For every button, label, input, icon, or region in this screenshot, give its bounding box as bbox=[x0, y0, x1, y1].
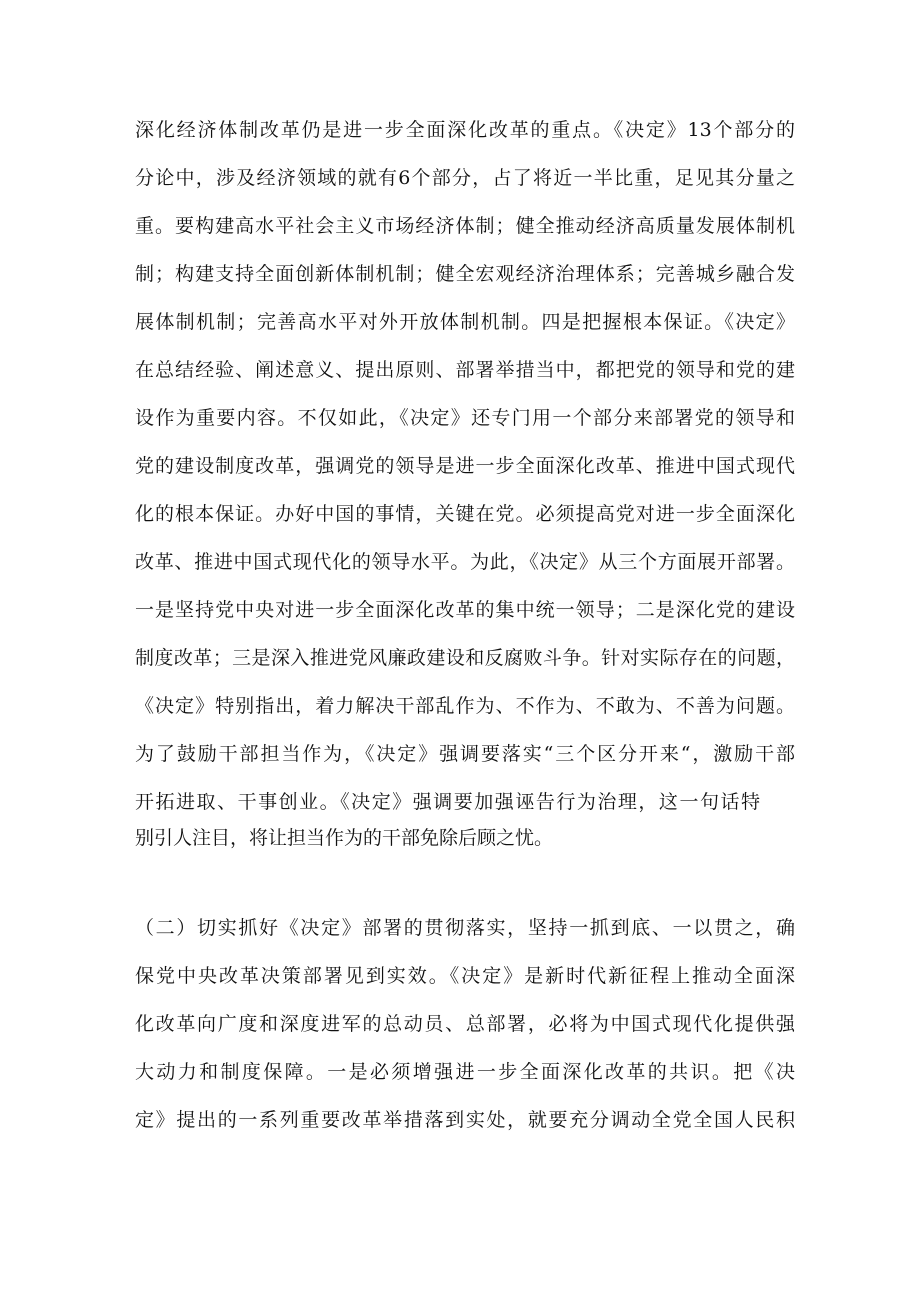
paragraph-2-line-1: （二）切实抓好《决定》部署的贯彻落实，坚持一抓到底、一以贯之，确 bbox=[135, 917, 795, 939]
paragraph-2-line-4: 大动力和制度保障。一是必须增强进一步全面深化改革的共识。把《决 bbox=[135, 1061, 795, 1083]
paragraph-1-line-6: 在总结经验、阐述意义、提出原则、部署举措当中，都把党的领导和党的建 bbox=[135, 359, 795, 381]
paragraph-1-line-11: 一是坚持党中央对进一步全面深化改革的集中统一领导；二是深化党的建设 bbox=[135, 599, 795, 621]
paragraph-1-line-9: 化的根本保证。办好中国的事情，关键在党。必须提高党对进一步全面深化 bbox=[135, 503, 795, 525]
paragraph-1-line-7: 设作为重要内容。不仅如此，《决定》还专门用一个部分来部署党的领导和 bbox=[135, 407, 795, 429]
paragraph-1-line-16: 别引人注目，将让担当作为的干部免除后顾之忧。 bbox=[135, 827, 554, 849]
paragraph-1-line-3: 重。要构建高水平社会主义市场经济体制；健全推动经济高质量发展体制机 bbox=[135, 215, 795, 237]
paragraph-1-line-10: 改革、推进中国式现代化的领导水平。为此，《决定》从三个方面展开部署。 bbox=[135, 551, 795, 573]
paragraph-1-line-1: 深化经济体制改革仍是进一步全面深化改革的重点。《决定》13个部分的 bbox=[135, 119, 795, 141]
paragraph-1-line-5: 展体制机制；完善高水平对外开放体制机制。四是把握根本保证。《决定》 bbox=[135, 311, 795, 333]
paragraph-1-line-15: 开拓进取、干事创业。《决定》强调要加强诬告行为治理，这一句话特 bbox=[135, 791, 760, 813]
paragraph-2-line-2: 保党中央改革决策部署见到实效。《决定》是新时代新征程上推动全面深 bbox=[135, 965, 795, 987]
paragraph-1-line-4: 制；构建支持全面创新体制机制；健全宏观经济治理体系；完善城乡融合发 bbox=[135, 263, 795, 285]
paragraph-2-line-5: 定》提出的一系列重要改革举措落到实处，就要充分调动全党全国人民积 bbox=[135, 1109, 795, 1131]
paragraph-1-line-13: 《决定》特别指出，着力解决干部乱作为、不作为、不敢为、不善为问题。 bbox=[135, 695, 795, 717]
paragraph-1-line-8: 党的建设制度改革，强调党的领导是进一步全面深化改革、推进中国式现代 bbox=[135, 455, 795, 477]
paragraph-1-line-12: 制度改革；三是深入推进党风廉政建设和反腐败斗争。针对实际存在的问题， bbox=[135, 647, 795, 669]
paragraph-1-line-14: 为了鼓励干部担当作为，《决定》强调要落实“三个区分开来“，激励干部 bbox=[135, 743, 795, 765]
paragraph-2-line-3: 化改革向广度和深度进军的总动员、总部署，必将为中国式现代化提供强 bbox=[135, 1013, 795, 1035]
paragraph-1-line-2: 分论中，涉及经济领域的就有6个部分，占了将近一半比重，足见其分量之 bbox=[135, 167, 795, 189]
